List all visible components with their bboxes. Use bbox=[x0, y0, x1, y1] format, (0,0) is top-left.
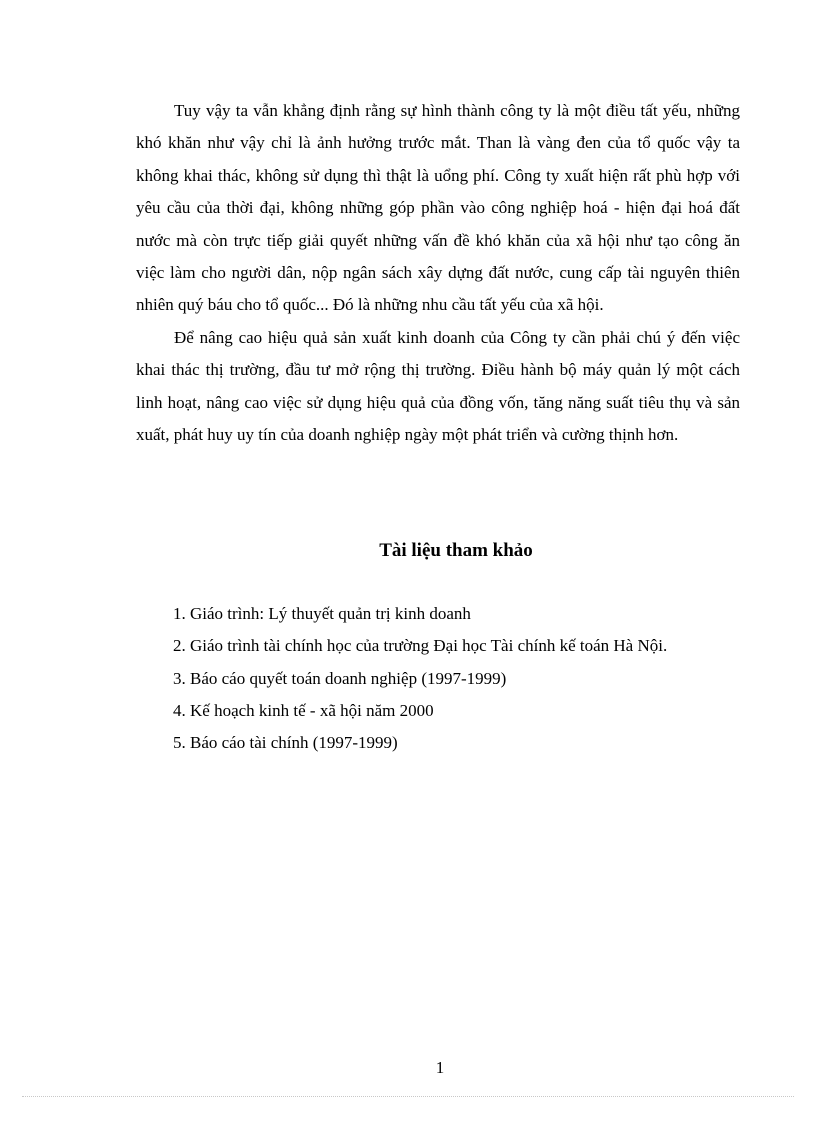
paragraph-recommendation: Để nâng cao hiệu quả sản xuất kinh doanh của Công ty cần phải chú ý đến việc khai thác thị trường, đầu tư mở rộng thị trường. Điều hành bộ máy quản lý một cách linh hoạt, nâng cao việc sử dụng hiệu quả của đồng vốn, tăng năng suất tiêu thụ và sản xuất, phát huy uy tín của doanh nghiệp ngày một phát triển và cường thịnh hơn. bbox=[136, 327, 740, 445]
references-title: Tài liệu tham khảo bbox=[379, 540, 533, 561]
reference-item: 1. Giáo trình: Lý thuyết quản trị kinh doanh bbox=[173, 604, 471, 623]
reference-item: 2. Giáo trình tài chính học của trường Đại học Tài chính kế toán Hà Nội. bbox=[173, 636, 668, 656]
reference-item: 5. Báo cáo tài chính (1997-1999) bbox=[173, 733, 398, 753]
reference-item: 3. Báo cáo quyết toán doanh nghiệp (1997-1999) bbox=[173, 668, 507, 688]
page-number: 1 bbox=[435, 1058, 445, 1077]
page-bottom-rule bbox=[22, 1096, 794, 1097]
references-list bbox=[173, 598, 773, 759]
reference-item: 4. Kế hoạch kinh tế - xã hội năm 2000 bbox=[173, 700, 434, 720]
body-text bbox=[136, 95, 740, 451]
paragraph-conclusion: Tuy vậy ta vẫn khẳng định rằng sự hình thành công ty là một điều tất yếu, những khó khăn như vậy chỉ là ảnh hưởng trước mắt. Than là vàng đen của tổ quốc vậy ta không khai thác, không sử dụng thì thật là uổng phí. Công ty xuất hiện rất phù hợp với yêu cầu của thời đại, không những góp phần vào công nghiệp hoá - hiện đại hoá đất nước mà còn trực tiếp giải quyết những vấn đề khó khăn của xã hội như tạo công ăn việc làm cho người dân, nộp ngân sách xây dựng đất nước, cung cấp tài nguyên thiên nhiên quý báu cho tổ quốc... Đó là những nhu cầu tất yếu của xã hội. bbox=[136, 101, 740, 315]
